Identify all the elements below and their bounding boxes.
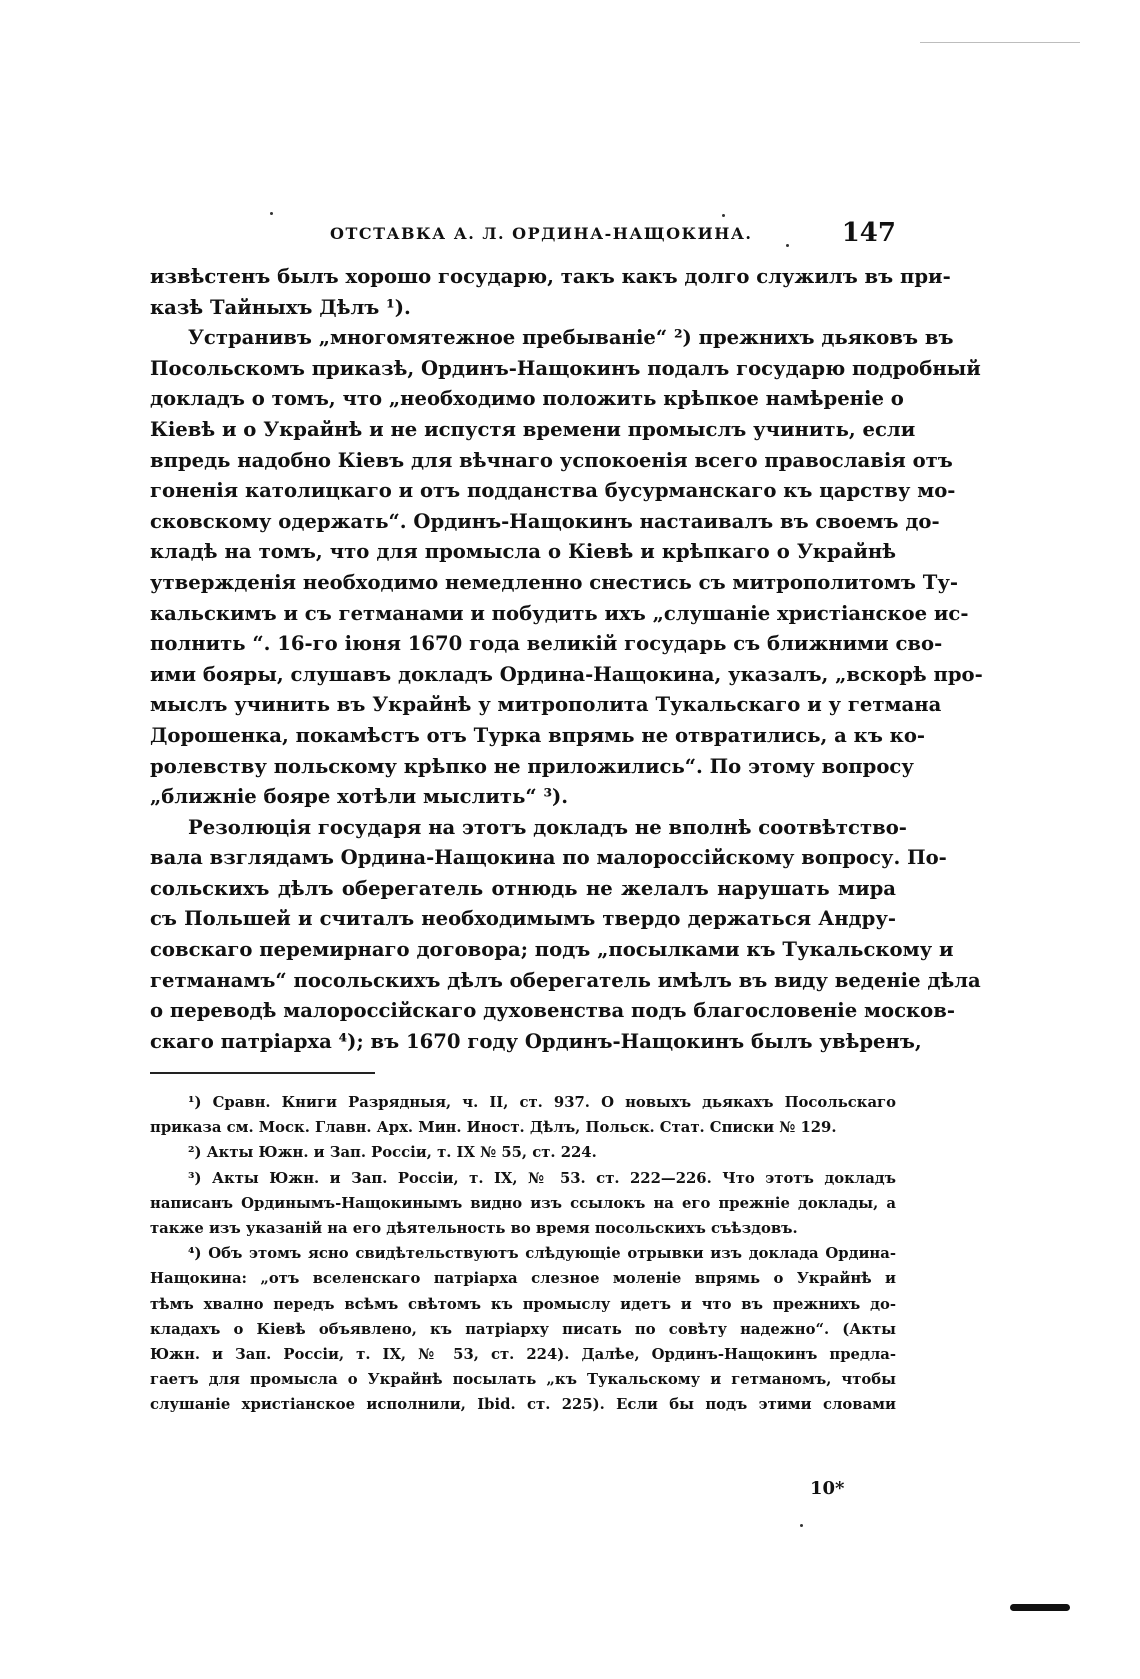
text-line: съ Польшей и считалъ необходимымъ твердо держаться Андру- <box>150 907 896 931</box>
text-line: Резолюція государя на этотъ докладъ не вполнѣ соотвѣтство- <box>188 815 907 839</box>
text-line: мыслъ учинить въ Украйнѣ у митрополита Тукальскаго и у гетмана <box>150 693 942 717</box>
text-line: впредь надобно Кіевъ для вѣчнаго успокоенія всего православія отъ <box>150 448 953 472</box>
scan-speck <box>722 214 725 217</box>
text-line: ими бояры, слушавъ докладъ Ордина-Нащокина, указалъ, „вскорѣ про- <box>150 662 983 686</box>
footnote-line: ²) Акты Южн. и Зап. Россіи, т. IX № 55, ст. 224. <box>188 1144 597 1162</box>
text-line: кальскимъ и съ гетманами и побудить ихъ „слушаніе христіанское ис- <box>150 601 969 625</box>
page-number: 147 <box>841 218 896 248</box>
signature-mark: 10* <box>810 1478 845 1499</box>
text-line: гоненія католицкаго и отъ подданства бусурманскаго къ царству мо- <box>150 479 956 503</box>
text-line: казѣ Тайныхъ Дѣлъ ¹). <box>150 295 411 319</box>
text-line: совскаго перемирнаго договора; подъ „посылками къ Тукальскому и <box>150 938 954 962</box>
footnote-separator <box>150 1072 375 1074</box>
footnote-line: написанъ Ординымъ-Нащокинымъ видно изъ ссылокъ на его прежніе доклады, а <box>150 1194 896 1212</box>
text-line: кладѣ на томъ, что для промысла о Кіевѣ и крѣпкаго о Украйнѣ <box>150 540 896 564</box>
text-line: вала взглядамъ Ордина-Нащокина по малороссійскому вопросу. По- <box>150 846 947 870</box>
text-line: Дорошенка, покамѣстъ отъ Турка впрямь не отвратились, а къ ко- <box>150 723 926 747</box>
text-line: скаго патріарха ⁴); въ 1670 году Ординъ-Нащокинъ былъ увѣренъ, <box>150 1029 922 1053</box>
top-edge-rule <box>920 42 1080 43</box>
footnote-line: ¹) Сравн. Книги Разрядныя, ч. II, ст. 937. О новыхъ дьякахъ Посольскаго <box>188 1094 896 1111</box>
text-line: сковскому одержать“. Ординъ-Нащокинъ настаивалъ въ своемъ до- <box>150 509 940 533</box>
text-line: утвержденія необходимо немедленно снестись съ митрополитомъ Ту- <box>150 570 958 594</box>
footnote-line: гаетъ для промысла о Украйнѣ посылать „къ Тукальскому и гетманомъ, чтобы <box>150 1371 896 1389</box>
text-line: докладъ о томъ, что „необходимо положить крѣпкое намѣреніе о <box>150 387 904 411</box>
footnote-line: тѣмъ хвално передъ всѣмъ свѣтомъ къ промыслу идетъ и что въ прежнихъ до- <box>150 1295 896 1313</box>
footnote-line: слушаніе христіанское исполнили, Ibid. ст. 225). Если бы подъ этими словами <box>150 1396 896 1414</box>
text-line: сольскихъ дѣлъ оберегатель отнюдь не желалъ нарушать мира <box>150 876 896 900</box>
footnote-line: Нащокина: „отъ вселенскаго патріарха слезное моленіе впрямь о Украйнѣ и <box>150 1270 896 1288</box>
text-line: гетманамъ“ посольскихъ дѣлъ оберегатель имѣлъ въ виду веденіе дѣла <box>150 968 981 992</box>
footnote-line: кладахъ о Кіевѣ объявлено, къ патріарху писать по совѣту надежно“. (Акты <box>150 1320 896 1338</box>
footnote-line: Южн. и Зап. Россіи, т. IX, № 53, ст. 224). Далѣе, Ординъ-Нащокинъ предла- <box>150 1346 896 1364</box>
scan-speck <box>786 244 789 247</box>
main-text <box>150 262 983 1057</box>
text-line: Посольскомъ приказѣ, Ординъ-Нащокинъ подалъ государю подробный <box>150 356 981 380</box>
footnote-line: ⁴) Объ этомъ ясно свидѣтельствуютъ слѣдующіе отрывки изъ доклада Ордина- <box>188 1245 896 1263</box>
scan-speck <box>270 212 273 215</box>
text-line: извѣстенъ былъ хорошо государю, такъ какъ долго служилъ въ при- <box>150 265 951 288</box>
scan-speck <box>800 1524 803 1527</box>
page-header <box>150 218 896 248</box>
footnote-line: ³) Акты Южн. и Зап. Россіи, т. IX, № 53. ст. 222—226. Что этотъ докладъ <box>188 1169 896 1187</box>
text-line: Кіевѣ и о Украйнѣ и не испустя времени промыслъ учинить, если <box>150 417 916 441</box>
text-line: ролевству польскому крѣпко не приложились“. По этому вопросу <box>150 754 914 778</box>
footnotes <box>150 1090 896 1418</box>
scan-edge-mark <box>1010 1604 1070 1611</box>
text-line: полнить “. 16-го іюня 1670 года великій государь съ ближними сво- <box>150 632 943 656</box>
text-line: Устранивъ „многомятежное пребываніе“ ²) прежнихъ дьяковъ въ <box>188 326 954 350</box>
running-title: ОТСТАВКА А. Л. ОРДИНА-НАЩОКИНА. <box>330 224 753 243</box>
footnote-line: приказа см. Моск. Главн. Арх. Мин. Иност. Дѣлъ, Польск. Стат. Списки № 129. <box>150 1119 837 1137</box>
footnote-line: также изъ указаній на его дѣятельность во время посольскихъ съѣздовъ. <box>150 1220 798 1238</box>
text-line: „ближніе бояре хотѣли мыслить“ ³). <box>150 785 569 809</box>
text-line: о переводѣ малороссійскаго духовенства подъ благословеніе москов- <box>150 999 955 1023</box>
